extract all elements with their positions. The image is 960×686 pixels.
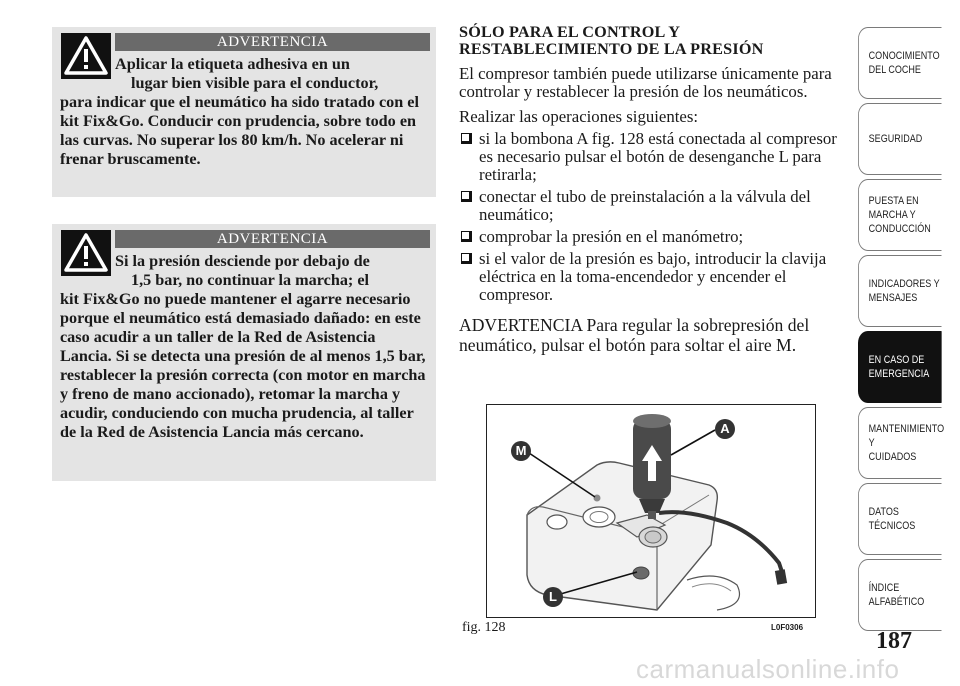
- tab-mantenimiento-y-cuidados[interactable]: MANTENIMIENTO Y CUIDADOS: [858, 407, 942, 479]
- list-item: [459, 228, 841, 246]
- warning-lead: [115, 252, 430, 290]
- section-intro: El compresor también puede utilizarse únicamente para controlar y restablecer la presión de los neumáticos.: [459, 64, 832, 101]
- warning-box-1: [52, 27, 436, 197]
- page-number: 187: [876, 628, 912, 654]
- list-item: [459, 130, 841, 184]
- warning-body: kit Fix&Go no puede mantener el agarre necesario porque el neumático está demasiado dañado: en este caso acudir a un taller de la Red de Asistencia Lancia. Si se detecta una presión de al menos 1,5 bar, restablecer la presión correcta (con motor en marcha y freno de mano accionado), retomar la marcha y acudir, conduciendo con mucha prudencia, al taller de la Red de Asistencia Lancia más cercano.: [60, 290, 426, 441]
- figure-caption: fig. 128: [462, 620, 506, 635]
- list-item: [459, 188, 841, 224]
- checkbox-bullet-icon: [461, 253, 472, 264]
- warning-lead-continuation: 1,5 bar, no continuar la marcha; el: [131, 271, 370, 289]
- figure-label-m: M: [515, 443, 527, 458]
- tab-indice-alfabetico[interactable]: ÍNDICE ALFABÉTICO: [858, 559, 942, 631]
- warning-lead-continuation: lugar bien visible para el conductor,: [131, 74, 379, 92]
- checkbox-bullet-icon: [461, 133, 472, 144]
- list-item-text: conectar el tubo de preinstalación a la válvula del neumático;: [479, 187, 811, 224]
- tab-conocimiento-del-coche[interactable]: CONOCIMIENTO DEL COCHE: [858, 27, 942, 99]
- steps-intro: Realizar las operaciones siguientes:: [459, 107, 699, 126]
- figure-label-a: A: [720, 421, 730, 436]
- watermark: carmanualsonline.info: [636, 654, 900, 684]
- warning-triangle-icon: [61, 230, 111, 276]
- warning-box-2: [52, 224, 436, 481]
- figure-code: L0F0306: [771, 623, 804, 632]
- tab-indicadores-y-mensajes[interactable]: INDICADORES Y MENSAJES: [858, 255, 942, 327]
- warning-body: para indicar que el neumático ha sido tratado con el kit Fix&Go. Conducir con prudencia, sobre todo en las curvas. No superar los 80 km/h. No acelerar ni frenar bruscamente.: [60, 93, 419, 168]
- advertencia-note: ADVERTENCIA Para regular la sobrepresión del neumático, pulsar el botón para soltar el aire M.: [459, 315, 810, 355]
- warning-header: ADVERTENCIA: [115, 230, 430, 248]
- figure-label-l: L: [549, 589, 557, 604]
- list-item-text: si el valor de la presión es bajo, introducir la clavija eléctrica en la toma-encendedor y encender el compresor.: [479, 249, 827, 304]
- checkbox-bullet-icon: [461, 231, 472, 242]
- list-item-text: si la bombona A fig. 128 está conectada al compresor es necesario pulsar el botón de desenganche L para retirarla;: [479, 129, 837, 184]
- checkbox-bullet-icon: [461, 191, 472, 202]
- warning-header: ADVERTENCIA: [115, 33, 430, 51]
- warning-lead-line: Si la presión desciende por debajo de: [115, 252, 370, 270]
- section-title: SÓLO PARA EL CONTROL Y RESTABLECIMIENTO DE LA PRESIÓN: [459, 23, 764, 58]
- warning-lead-line: Aplicar la etiqueta adhesiva en un: [115, 55, 350, 73]
- tab-datos-tecnicos[interactable]: DATOS TÉCNICOS: [858, 483, 942, 555]
- figure-compressor: [486, 404, 816, 618]
- warning-lead: [115, 55, 430, 93]
- tab-en-caso-de-emergencia[interactable]: EN CASO DE EMERGENCIA: [858, 331, 942, 403]
- section-content: [459, 24, 841, 355]
- warning-triangle-icon: [61, 33, 111, 79]
- list-item: [459, 250, 841, 304]
- tab-seguridad[interactable]: SEGURIDAD: [858, 103, 942, 175]
- list-item-text: comprobar la presión en el manómetro;: [479, 227, 744, 246]
- compressor-illustration: [487, 405, 816, 618]
- tab-puesta-en-marcha[interactable]: PUESTA EN MARCHA Y CONDUCCIÓN: [858, 179, 942, 251]
